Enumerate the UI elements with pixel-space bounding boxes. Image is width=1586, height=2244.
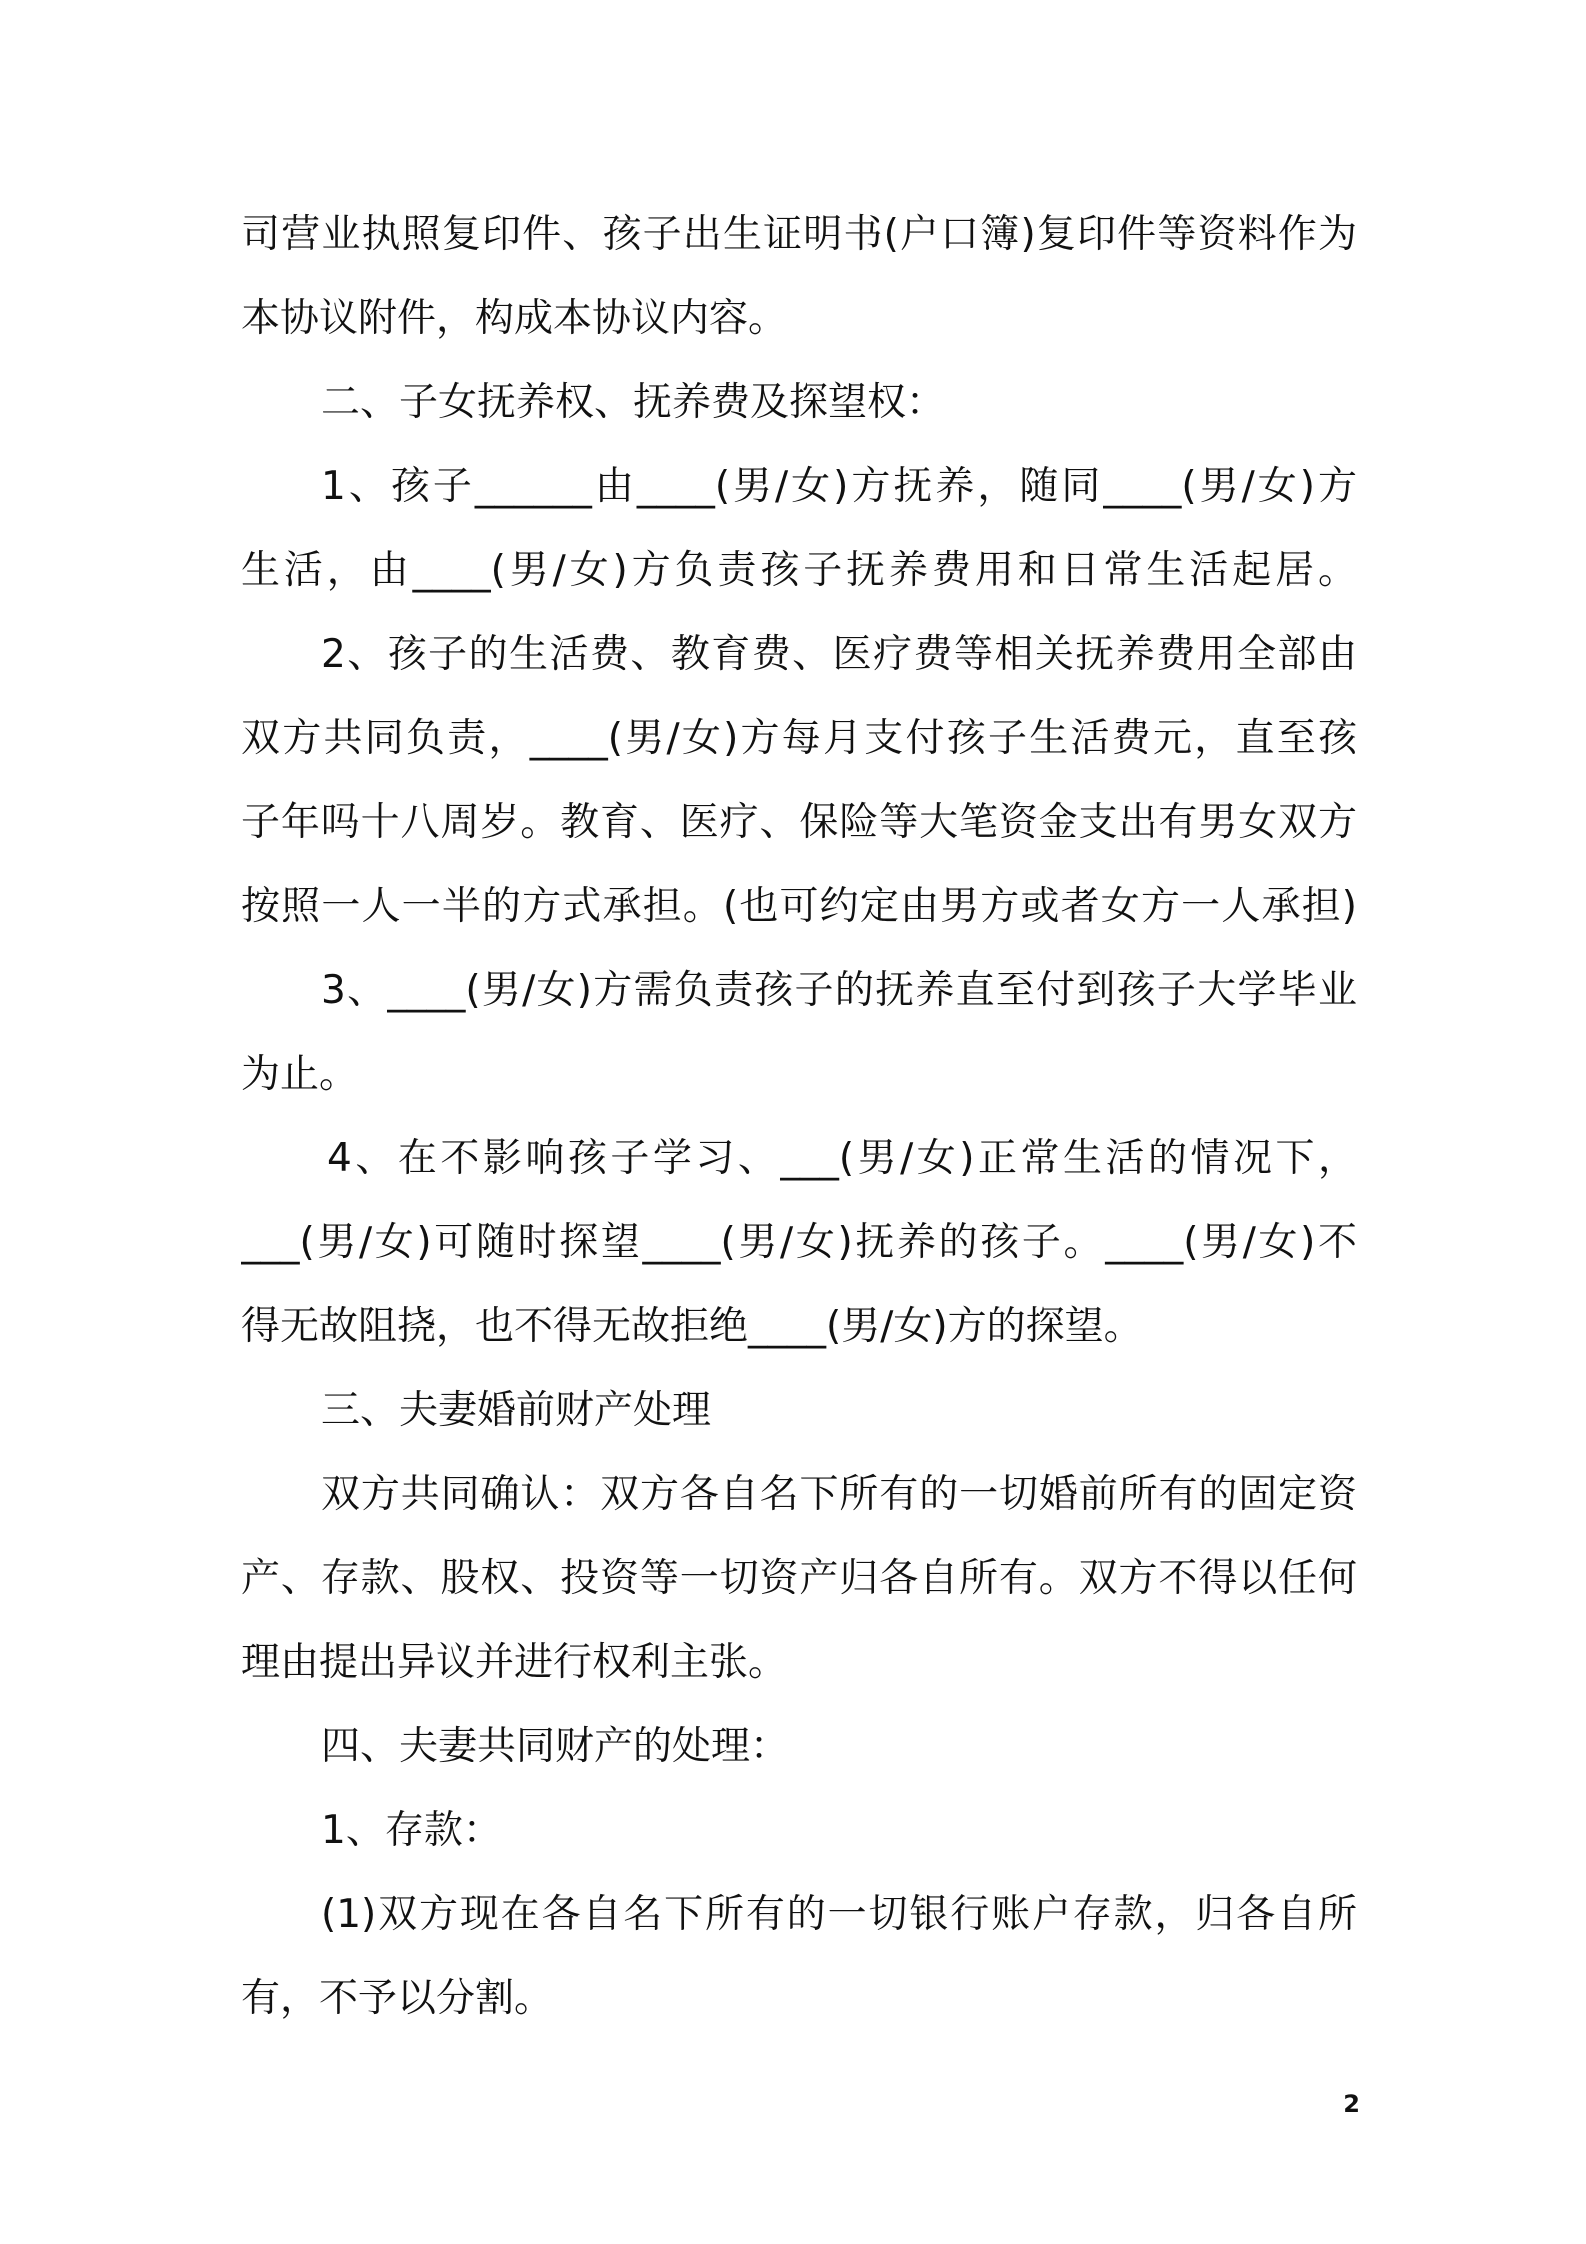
- text-line: 2、孩子的生活费、教育费、医疗费等相关抚养费用全部由: [321, 632, 1357, 677]
- text-line: 产、存款、股权、投资等一切资产归各自所有。双方不得以任何: [241, 1556, 1357, 1601]
- text-line: 司营业执照复印件、孩子出生证明书(户口簿)复印件等资料作为: [241, 212, 1357, 257]
- text-line: (1)双方现在各自名下所有的一切银行账户存款，归各自所: [321, 1892, 1357, 1937]
- text-line: 双方共同确认：双方各自名下所有的一切婚前所有的固定资: [321, 1472, 1357, 1517]
- text-line: 1、存款：: [321, 1808, 502, 1853]
- text-line: 为止。: [241, 1052, 359, 1097]
- text-line: 理由提出异议并进行权利主张。: [241, 1640, 788, 1685]
- text-line: 得无故阻挠，也不得无故拒绝____(男/女)方的探望。: [241, 1304, 1143, 1349]
- text-line: 本协议附件，构成本协议内容。: [241, 296, 788, 341]
- text-line: 双方共同负责，____(男/女)方每月支付孩子生活费元，直至孩: [241, 716, 1357, 761]
- document-body: [241, 193, 1357, 2041]
- text-line: 生活，由____(男/女)方负责孩子抚养费用和日常生活起居。: [241, 548, 1357, 593]
- text-line: 子年吗十八周岁。教育、医疗、保险等大笔资金支出有男女双方: [241, 800, 1357, 845]
- text-line: 有，不予以分割。: [241, 1976, 554, 2021]
- text-line: 按照一人一半的方式承担。(也可约定由男方或者女方一人承担): [241, 884, 1357, 929]
- section-heading: 四、夫妻共同财产的处理：: [321, 1724, 790, 1769]
- page-number: 2: [1343, 2090, 1360, 2118]
- text-line: 1、孩子______由____(男/女)方抚养，随同____(男/女)方: [321, 464, 1357, 509]
- section-heading: 三、夫妻婚前财产处理: [321, 1388, 712, 1433]
- text-line: ___(男/女)可随时探望____(男/女)抚养的孩子。____(男/女)不: [241, 1220, 1357, 1265]
- text-line: 4、在不影响孩子学习、___(男/女)正常生活的情况下，: [327, 1136, 1357, 1181]
- text-line: 3、____(男/女)方需负责孩子的抚养直至付到孩子大学毕业: [321, 968, 1357, 1013]
- section-heading: 二、子女抚养权、抚养费及探望权：: [321, 380, 946, 425]
